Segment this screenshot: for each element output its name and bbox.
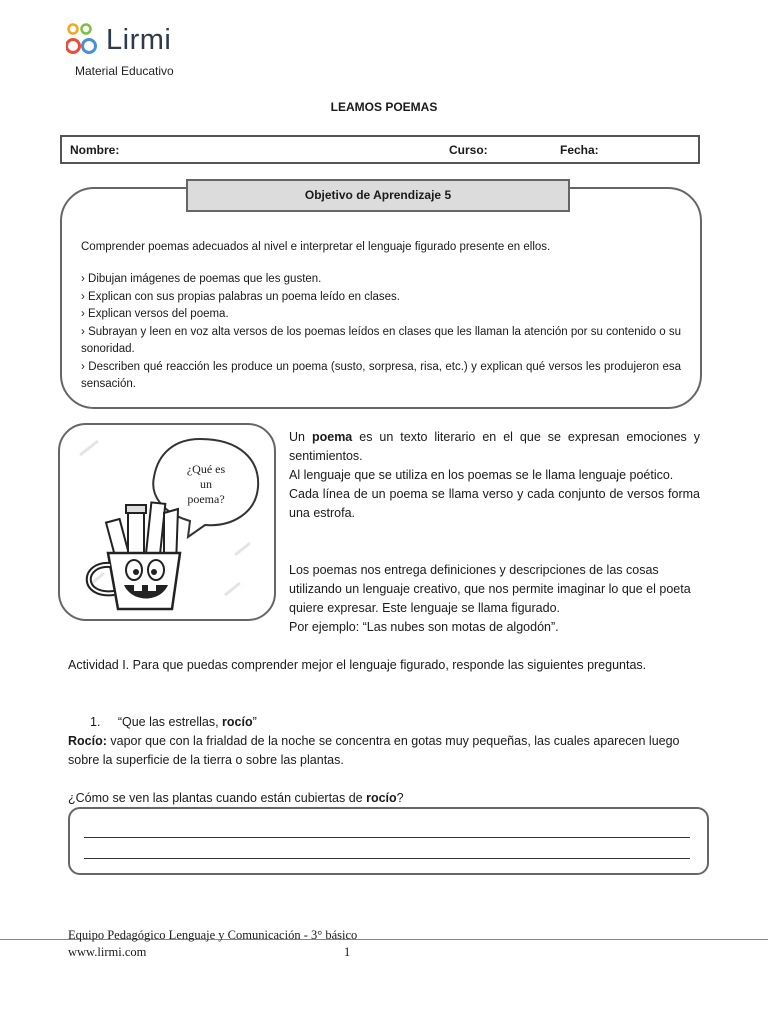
objective-intro: Comprender poemas adecuados al nivel e interpretar el lenguaje figurado presente en ellos. [81, 241, 551, 253]
answer-line[interactable] [84, 858, 690, 859]
figurative-example: Por ejemplo: “Las nubes son motas de algodón”. [289, 620, 559, 634]
item-text: ” [252, 715, 257, 729]
definition-text: vapor que con la frialdad de la noche se concentra en gotas muy pequeñas, las cuales aparecen luego sobre la superficie de la tierra o sobre las plantas. [68, 734, 680, 767]
rocio-definition [68, 732, 708, 770]
name-label: Nombre: [70, 143, 120, 157]
page-number: 1 [344, 945, 351, 959]
pencil-cup-illustration [60, 425, 274, 619]
student-info-box [60, 135, 700, 164]
speech-line-3: poema? [187, 492, 225, 506]
footer-team: Equipo Pedagógico Lenguaje y Comunicación - 3° básico [68, 928, 358, 942]
answer-line[interactable] [84, 837, 690, 838]
item-text: “Que las estrellas, [117, 715, 223, 729]
lirmi-logo-icon [66, 22, 102, 58]
date-label: Fecha: [560, 143, 599, 157]
question-keyword: rocío [366, 791, 397, 805]
poem-text-part: es un texto literario en el que se expresan emociones y sentimientos. [289, 430, 700, 463]
objective-item: › Subrayan y leen en voz alta versos de los poemas leídos en clases que les llaman la atención por su contenido o su sonoridad. [81, 325, 681, 355]
objective-item: › Dibujan imágenes de poemas que les gusten. [81, 273, 322, 285]
poem-keyword: poema [311, 430, 353, 444]
figurative-text: Los poemas nos entrega definiciones y descripciones de las cosas utilizando un lenguaje creativo, que nos permite imaginar lo que el poeta quiere expresar. Este lenguaje se llama figurado. [289, 563, 691, 615]
objective-list [81, 271, 681, 394]
definition-term: Rocío: [68, 734, 107, 748]
question-text: ¿Cómo se ven las plantas cuando están cubiertas de [68, 791, 367, 805]
objective-item: › Explican con sus propias palabras un poema leído en clases. [81, 290, 400, 303]
question-text: ? [396, 791, 404, 805]
objective-heading: Objetivo de Aprendizaje 5 [186, 179, 570, 212]
poem-definition [289, 428, 700, 523]
footer-url[interactable]: www.lirmi.com [68, 945, 147, 959]
brand-subtitle: Material Educativo [75, 64, 174, 78]
answer-box[interactable] [68, 807, 709, 875]
item-keyword: rocío [222, 715, 253, 729]
poem-language-text: Al lenguaje que se utiliza en los poemas se le llama lenguaje poético. [289, 468, 674, 482]
figurative-explanation [289, 561, 700, 637]
question [68, 789, 708, 808]
poem-verse-text: Cada línea de un poema se llama verso y cada conjunto de versos forma una estrofa. [289, 487, 700, 520]
course-label: Curso: [449, 143, 488, 157]
poem-text-part: Un [289, 430, 312, 444]
objective-item: › Explican versos del poema. [81, 308, 229, 320]
activity-intro: Actividad I. Para que puedas comprender mejor el lenguaje figurado, responde las siguientes preguntas. [68, 658, 647, 672]
page-title: LEAMOS POEMAS [330, 100, 438, 114]
item-number: 1. [90, 715, 101, 729]
activity-item-1 [90, 713, 730, 732]
speech-line-2: un [200, 477, 212, 491]
speech-line-1: ¿Qué es [186, 462, 226, 476]
objective-item: › Describen qué reacción les produce un poema (susto, sorpresa, risa, etc.) y explican qué versos les produjeron esa sensación. [81, 360, 681, 390]
brand-name: Lirmi [106, 24, 172, 56]
illustration-box [58, 423, 276, 621]
